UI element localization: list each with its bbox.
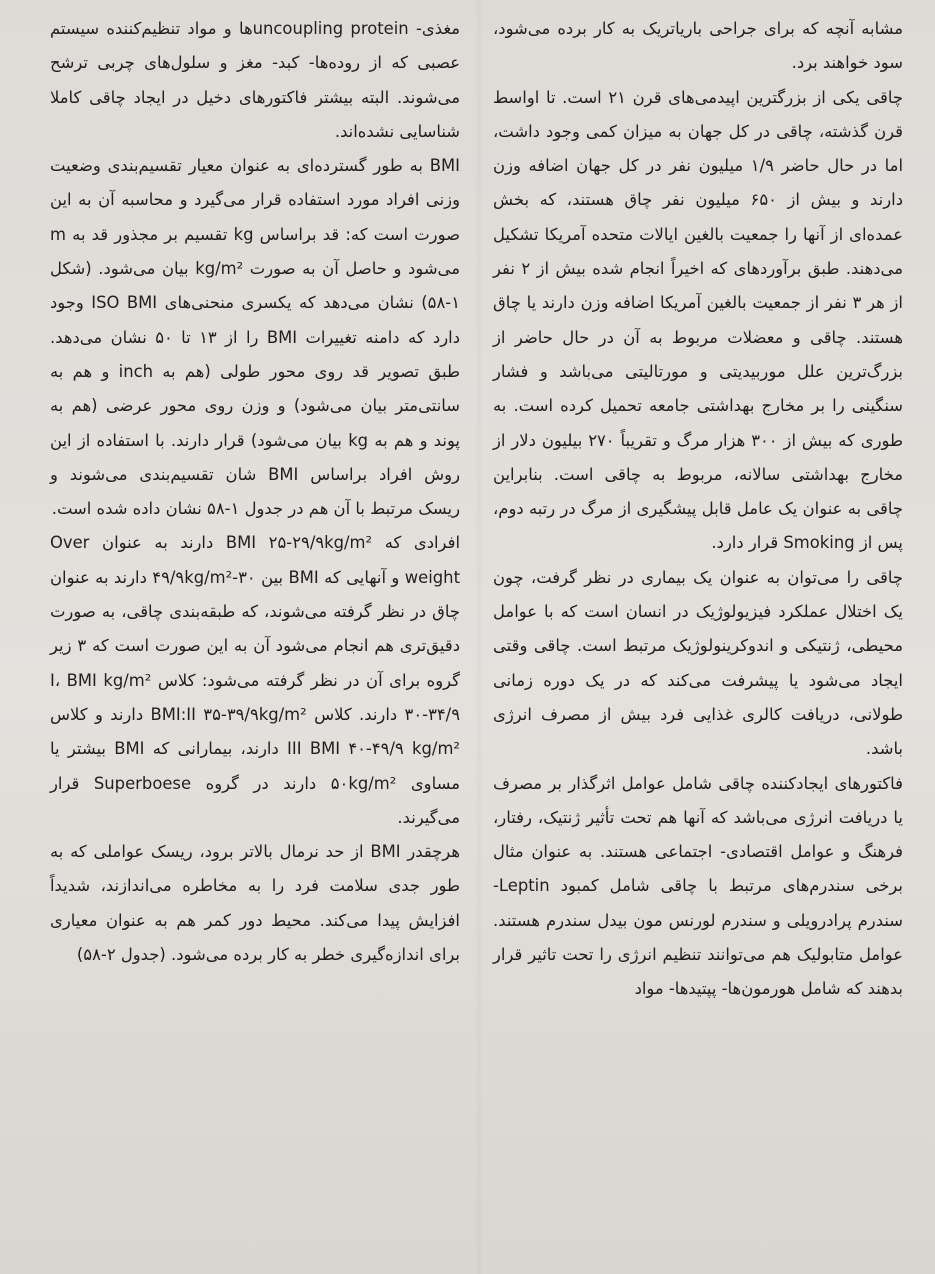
right-column	[493, 12, 903, 1007]
paragraph: افرادی که BMI ۲۵-۲۹/۹kg/m² دارند به عنوان Over weight و آنهایی که BMI بین ۴۹/۹kg/m²-۳۰ دارند به عنوان چاق در نظر گرفته می‌شوند، که طبقه‌بندی چاقی، به صورت دقیق‌تری هم انجام می‌شود آن به این صورت است که ۳ زیر گروه برای آن در نظر گرفته می‌شود: کلاس I، BMI kg/m² ۳۰-۳۴/۹ دارند. کلاس BMI:II ۳۵-۳۹/۹kg/m² دارند و کلاس III BMI ۴۰-۴۹/۹ kg/m² دارند، بیمارانی که BMI بیشتر یا مساوی ۵۰kg/m² دارند در گروه Superboese قرار می‌گیرند.	[50, 533, 461, 827]
paragraph: چاقی را می‌توان به عنوان یک بیماری در نظر گرفت، چون یک اختلال عملکرد فیزیولوژیک در انسان است که با عوامل محیطی، ژنتیکی و اندوکرینولوژیک مرتبط است. چاقی وقتی ایجاد می‌شود یا پیشرفت می‌کند که در یک دوره زمانی طولانی، دریافت کالری غذایی فرد بیش از مصرف انرژی باشد.	[493, 567, 903, 759]
paragraph: چاقی یکی از بزرگترین اپیدمی‌های قرن ۲۱ است. تا اواسط قرن گذشته، چاقی در کل جهان به میزان کمی وجود داشت، اما در حال حاضر ۱/۹ میلیون نفر در کل جهان اضافه وزن دارند و بیش از ۶۵۰ میلیون نفر چاق هستند، که بخش عمده‌ای از آنها را جمعیت بالغین ایالات متحده آمریکا تشکیل می‌دهند. طبق برآوردهای که اخیراً انجام شده بیش از ۲ نفر از هر ۳ نفر از جمعیت بالغین آمریکا اضافه وزن دارند یا چاق هستند. چاقی و معضلات مربوط به آن در حال حاضر از بزرگ‌ترین علل موربیدیتی و مورتالیتی می‌باشد و فشار سنگینی را بر مخارج بهداشتی جامعه تحمیل کرده است. به طوری که بیش از ۳۰۰ هزار مرگ و تقریباً ۲۷۰ بیلیون دلار از مخارج بهداشتی سالانه، مربوط به چاقی است. بنابراین چاقی به عنوان یک عامل قابل پیشگیری از مرگ در رتبه دوم، پس از Smoking قرار دارد.	[493, 87, 904, 553]
paragraph: BMI به طور گسترده‌ای به عنوان معیار تقسیم‌بندی وضعیت وزنی افراد مورد استفاده قرار می‌گیرد و محاسبه آن به این صورت است که: قد براساس kg تقسیم بر مجذور قد به m می‌شود و حاصل آن به صورت kg/m² بیان می‌شود. (شکل ۱-۵۸) نشان می‌دهد که یکسری منحنی‌های ISO BMI وجود دارد که دامنه تغییرات BMI را از ۱۳ تا ۵۰ نشان می‌دهد. طبق تصویر قد روی محور طولی (هم به inch و هم به سانتی‌متر بیان می‌شود) و وزن روی محور عرضی (هم به پوند و هم به kg بیان می‌شود) قرار دارند. با استفاده از این روش افراد براساس BMI شان تقسیم‌بندی می‌شوند و ریسک مرتبط با آن هم در جدول ۱-۵۸ نشان داده شده است.	[50, 156, 461, 519]
paragraph: مغذی- uncoupling proteinها و مواد تنظیم‌کننده سیستم عصبی که از روده‌ها- کبد- مغز و سلول‌های چربی ترشح می‌شوند. البته بیشتر فاکتورهای دخیل در ایجاد چاقی کاملا شناسایی نشده‌اند.	[50, 19, 461, 141]
paragraph: مشابه آنچه که برای جراحی باریاتریک به کار برده می‌شود، سود خواهند برد.	[493, 19, 903, 73]
paragraph: فاکتورهای ایجادکننده چاقی شامل عوامل اثرگذار بر مصرف یا دریافت انرژی می‌باشد که آنها هم تحت تأثیر ژنتیک، رفتار، فرهنگ و عوامل اقتصادی- اجتماعی هستند. به عنوان مثال برخی سندرم‌های مرتبط با چاقی شامل کمبود Leptin- سندرم پرادرویلی و سندرم لورنس مون بیدل سندرم هستند. عوامل متابولیک هم می‌توانند تنظیم انرژی را تحت تاثیر قرار بدهند که شامل هورمون‌ها- پپتیدها- مواد	[493, 773, 903, 999]
left-column	[50, 12, 460, 972]
paragraph: هرچقدر BMI از حد نرمال بالاتر برود، ریسک عواملی که به طور جدی سلامت فرد را به مخاطره می‌اندازند، شدیداً افزایش پیدا می‌کند. محیط دور کمر هم به عنوان معیاری برای اندازه‌گیری خطر به کار برده می‌شود. (جدول ۲-۵۸)	[50, 842, 460, 965]
column-gutter	[475, 0, 483, 1274]
